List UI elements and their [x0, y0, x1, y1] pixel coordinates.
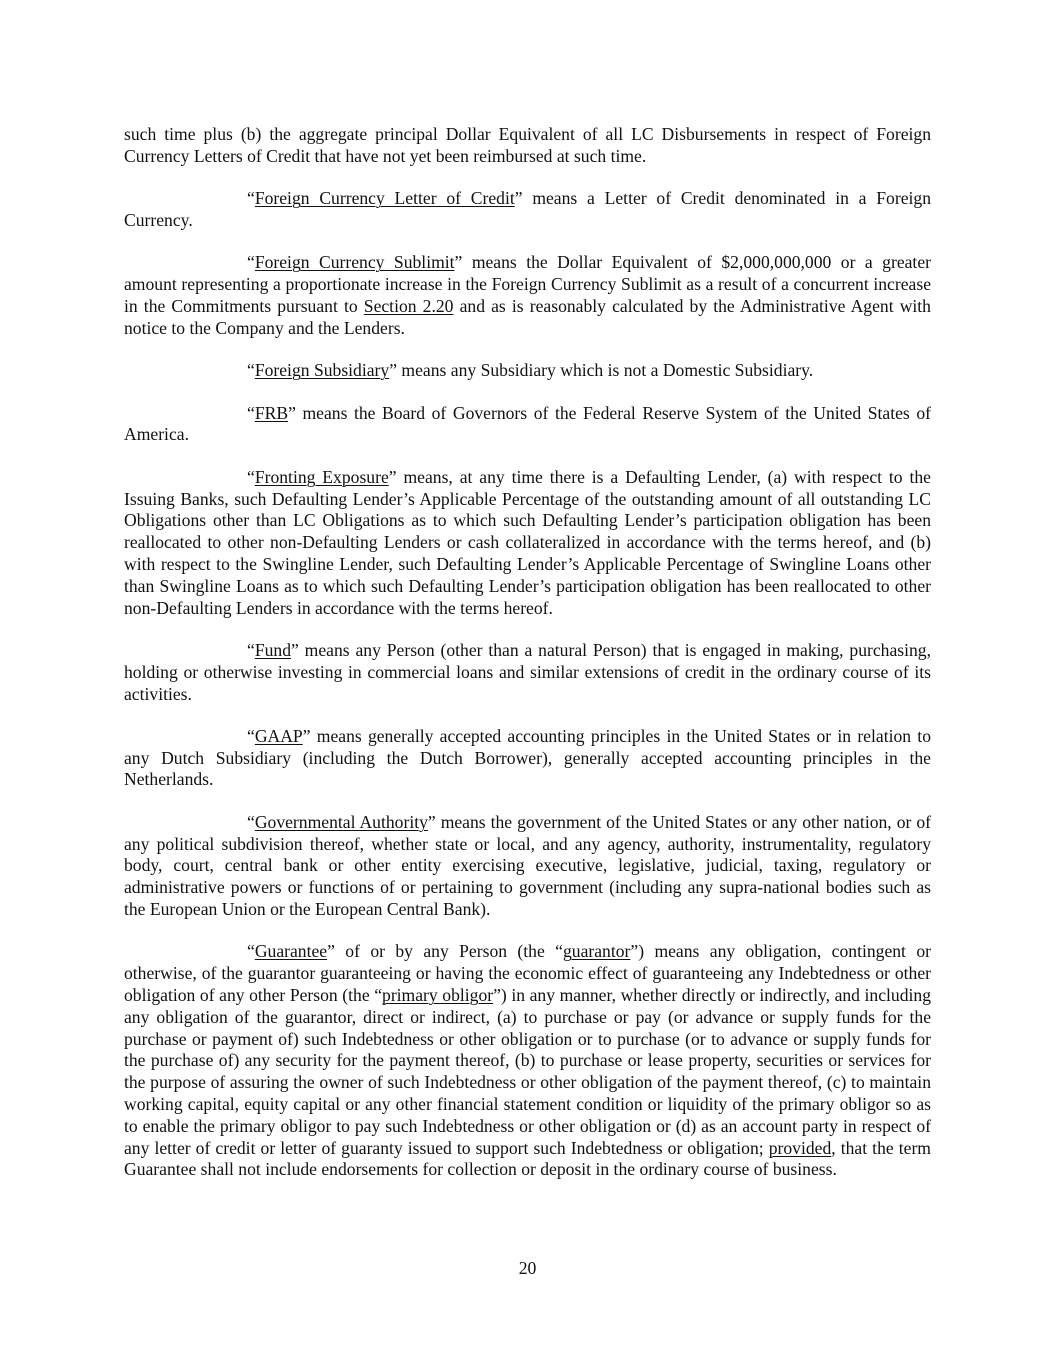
- definition-fronting-exposure: [124, 467, 931, 620]
- definition-fund: [124, 640, 931, 705]
- definition-guarantee: [124, 941, 931, 1181]
- definition-governmental-authority: [124, 812, 931, 921]
- text-run: ” means generally accepted accounting principles in the United States or in relation to any Dutch Subsidiary (including the Dutch Borrower), generally accepted accounting principles in the Netherlands.: [124, 725, 931, 790]
- defined-term: Foreign Subsidiary: [254, 360, 390, 381]
- definition-foreign-subsidiary: [124, 360, 931, 382]
- text-run: “: [247, 402, 255, 423]
- defined-term: Fronting Exposure: [254, 466, 389, 487]
- definition-foreign-currency-letter-of-credit: [124, 188, 931, 232]
- text-run: ” means the Board of Governors of the Federal Reserve System of the United States of America.: [124, 402, 931, 445]
- document-body: [124, 124, 931, 1202]
- text-run: “: [247, 811, 255, 832]
- definition-gaap: [124, 726, 931, 791]
- defined-term: Section 2.20: [363, 295, 454, 316]
- definition-frb: [124, 403, 931, 447]
- text-run: “: [247, 360, 255, 381]
- defined-term: Foreign Currency Sublimit: [254, 252, 455, 273]
- defined-term: Foreign Currency Letter of Credit: [254, 188, 515, 209]
- page-number: 20: [518, 1258, 537, 1278]
- defined-term: Fund: [254, 639, 291, 660]
- defined-term: Governmental Authority: [254, 811, 428, 832]
- text-run: ” means the government of the United States or any other nation, or of any political subdivision thereof, whether state or local, and any agency, authority, instrumentality, regulatory body, court, central bank or other entity exercising executive, legislative, judicial, taxing, regulatory or administrative powers or functions of or pertaining to government (including any supra-national bodies such as the European Union or the European Central Bank).: [124, 811, 931, 920]
- text-run: ” means a Letter of Credit denominated in a Foreign Currency.: [124, 188, 931, 230]
- text-run: ” means any Subsidiary which is not a Domestic Subsidiary.: [389, 360, 814, 381]
- text-run: “: [247, 252, 255, 273]
- text-run: “: [247, 466, 255, 487]
- text-run: , that the term Guarantee shall not include endorsements for collection or deposit in the ordinary course of business.: [124, 1137, 931, 1180]
- text-run: and as is reasonably calculated by the Administrative Agent with notice to the Company and the Lenders.: [124, 295, 931, 338]
- defined-term: primary obligor: [382, 985, 494, 1006]
- paragraph-continuation: [124, 124, 931, 168]
- defined-term: Guarantee: [254, 941, 328, 962]
- text-run: “: [247, 725, 255, 746]
- text-run: “: [247, 188, 255, 209]
- defined-term: FRB: [254, 402, 289, 423]
- defined-term: GAAP: [254, 725, 303, 746]
- text-run: ”) in any manner, whether directly or indirectly, and including any obligation of the guarantor, direct or indirect, (a) to purchase or pay (or advance or supply funds for the purchase or payment of) such Indebtedness or other obligation or to purchase (or to advance or supply funds for the purchase of) any security for the payment thereof, (b) to purchase or lease property, securities or services for the purpose of assuring the owner of such Indebtedness or other obligation of the payment thereof, (c) to maintain working capital, equity capital or any other financial statement condition or liquidity of the primary obligor so as to enable the primary obligor to pay such Indebtedness or other obligation or (d) as an account party in respect of any letter of credit or letter of guaranty issued to support such Indebtedness or obligation;: [124, 985, 932, 1158]
- defined-term: provided: [768, 1137, 832, 1158]
- definition-foreign-currency-sublimit: [124, 252, 931, 339]
- text-run: “: [247, 639, 255, 660]
- defined-term: guarantor: [562, 941, 631, 962]
- text-run: ” of or by any Person (the “: [327, 941, 563, 962]
- text-run: ” means any Person (other than a natural Person) that is engaged in making, purchasing, holding or otherwise investing in commercial loans and similar extensions of credit in the ordinary course of its activities.: [124, 639, 931, 704]
- text-run: ” means, at any time there is a Defaulting Lender, (a) with respect to the Issuing Banks, such Defaulting Lender’s Applicable Percentage of the outstanding amount of all outstanding LC Obligations other than LC Obligations as to which such Defaulting Lender’s participation obligation has been reallocated to other non-Defaulting Lenders or cash collateralized in accordance with the terms hereof, and (b) with respect to the Swingline Lender, such Defaulting Lender’s Applicable Percentage of Swingline Loans other than Swingline Loans as to which such Defaulting Lender’s participation obligation has been reallocated to other non-Defaulting Lenders in accordance with the terms hereof.: [124, 466, 931, 618]
- text-run: “: [247, 941, 255, 962]
- text-run: ”) means any obligation, contingent or otherwise, of the guarantor guaranteeing or having the economic effect of guaranteeing any Indebtedness or other obligation of any other Person (the “: [124, 941, 931, 1006]
- text-run: such time plus (b) the aggregate principal Dollar Equivalent of all LC Disbursements in respect of Foreign Currency Letters of Credit that have not yet been reimbursed at such time.: [124, 124, 931, 166]
- text-run: ” means the Dollar Equivalent of $2,000,000,000 or a greater amount representing a proportionate increase in the Foreign Currency Sublimit as a result of a concurrent increase in the Commitments pursuant to: [124, 252, 931, 316]
